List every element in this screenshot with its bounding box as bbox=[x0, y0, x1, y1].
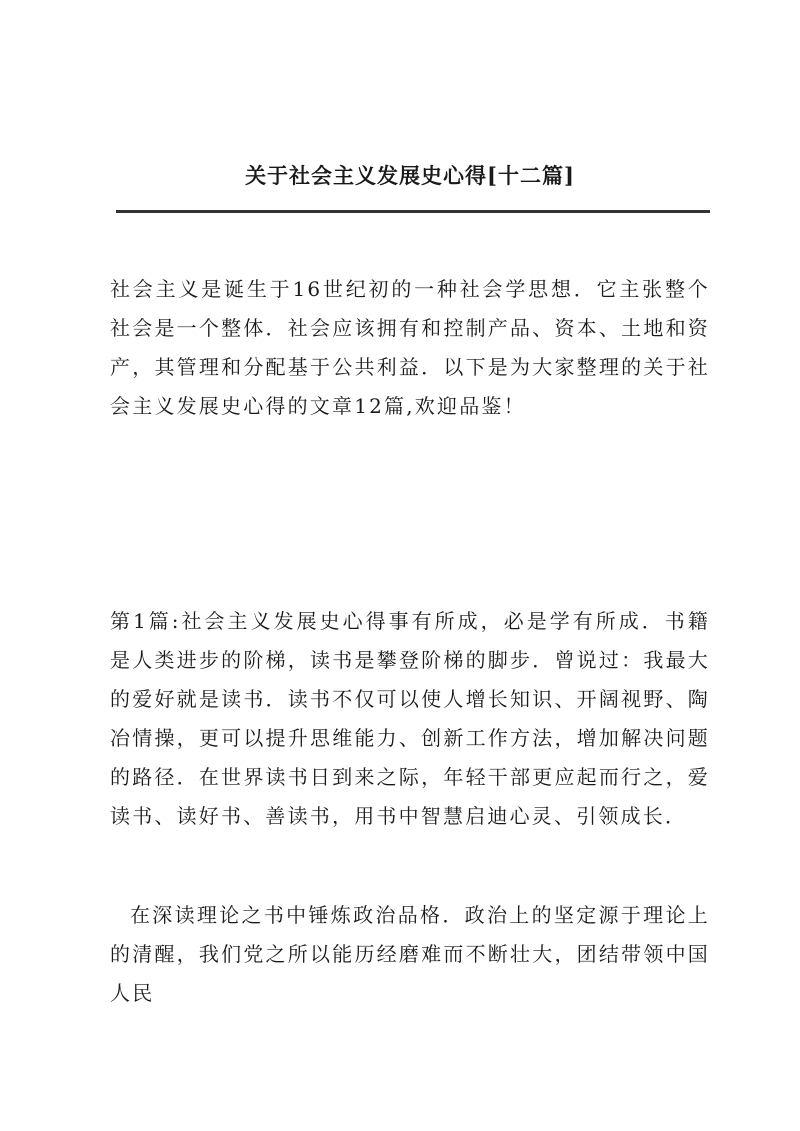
article-1-continued-paragraph: 在深读理论之书中锤炼政治品格．政治上的坚定源于理论上的清醒，我们党之所以能历经磨难而不断壮大，团结带领中国人民 bbox=[110, 903, 710, 1005]
document-title: 关于社会主义发展史心得[十二篇] bbox=[245, 163, 575, 188]
intro-paragraph: 社会主义是诞生于16世纪初的一种社会学思想．它主张整个社会是一个整体．社会应该拥有和控制产品、资本、土地和资产，其管理和分配基于公共利益．以下是为大家整理的关于社会主义发展史心得的文章12篇,欢迎品鉴！ bbox=[110, 277, 710, 418]
article-1-paragraph: 第1篇:社会主义发展史心得事有所成，必是学有所成．书籍是人类进步的阶梯，读书是攀登阶梯的脚步．曾说过：我最大的爱好就是读书．读书不仅可以使人增长知识、开阔视野、陶冶情操，更可以提升思维能力、创新工作方法，增加解决问题的路径．在世界读书日到来之际，年轻干部更应起而行之，爱读书、读好书、善读书，用书中智慧启迪心灵、引领成长． bbox=[110, 609, 710, 828]
title-divider bbox=[116, 210, 710, 213]
